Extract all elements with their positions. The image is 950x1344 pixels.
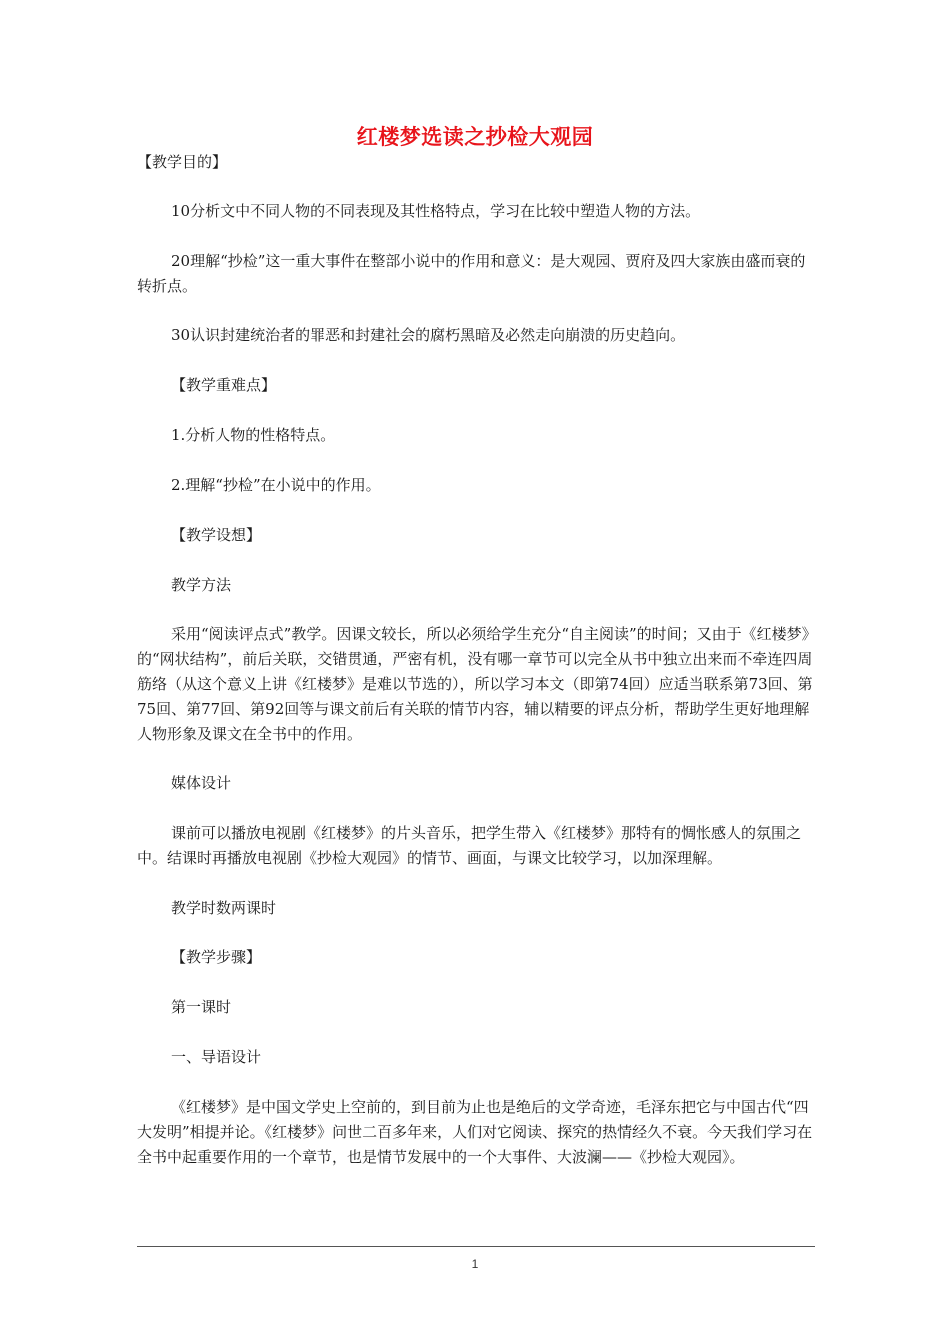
page-number: 1 [471, 1257, 479, 1271]
teaching-method-body: 采用“阅读评点式”教学。因课文较长，所以必须给学生充分“自主阅读”的时间；又由于《红楼梦》的“网状结构”，前后关联，交错贯通，严密有机，没有哪一章节可以完全从书中独立出来而不牵连四周筋络（从这个意义上讲《红楼梦》是难以节选的），所以学习本文（即第74回）应适当联系第73回、第75回、第77回、第92回等与课文前后有关联的情节内容，辅以精要的评点分析，帮助学生更好地理解人物形象及课文在全书中的作用。 [137, 625, 817, 743]
section-heading-key-points: 【教学重难点】 [171, 376, 277, 394]
key-point-2: 2.理解“抄检”在小说中的作用。 [171, 476, 381, 494]
objective-3: 30认识封建统治者的罪恶和封建社会的腐朽黑暗及必然走向崩溃的历史趋向。 [171, 326, 686, 344]
objective-1: 10分析文中不同人物的不同表现及其性格特点，学习在比较中塑造人物的方法。 [171, 202, 701, 220]
subheading-media-design: 媒体设计 [171, 774, 232, 792]
subheading-teaching-method: 教学方法 [171, 576, 232, 594]
key-point-1: 1.分析人物的性格特点。 [171, 426, 336, 444]
section-heading-steps: 【教学步骤】 [171, 948, 262, 966]
first-lesson-heading: 第一课时 [171, 998, 232, 1016]
section-heading-design: 【教学设想】 [171, 526, 262, 544]
objective-2: 20理解“抄检”这一重大事件在整部小说中的作用和意义：是大观园、贾府及四大家族由盛而衰的转折点。 [137, 252, 806, 295]
media-design-body: 课前可以播放电视剧《红楼梦》的片头音乐，把学生带入《红楼梦》那特有的惆怅感人的氛围之中。结课时再播放电视剧《抄检大观园》的情节、画面，与课文比较学习，以加深理解。 [137, 824, 802, 867]
intro-design-body: 《红楼梦》是中国文学史上空前的，到目前为止也是绝后的文学奇迹，毛泽东把它与中国古代“四大发明”相提并论。《红楼梦》问世二百多年来，人们对它阅读、探究的热情经久不衰。今天我们学习在全书中起重要作用的一个章节，也是情节发展中的一个大事件、大波澜——《抄检大观园》。 [137, 1098, 813, 1166]
section-heading-objectives: 【教学目的】 [137, 153, 228, 171]
teaching-hours: 教学时数两课时 [171, 899, 277, 917]
intro-design-heading: 一、导语设计 [171, 1048, 262, 1066]
document-title: 红楼梦选读之抄检大观园 [356, 124, 594, 149]
footer-divider [137, 1246, 815, 1247]
